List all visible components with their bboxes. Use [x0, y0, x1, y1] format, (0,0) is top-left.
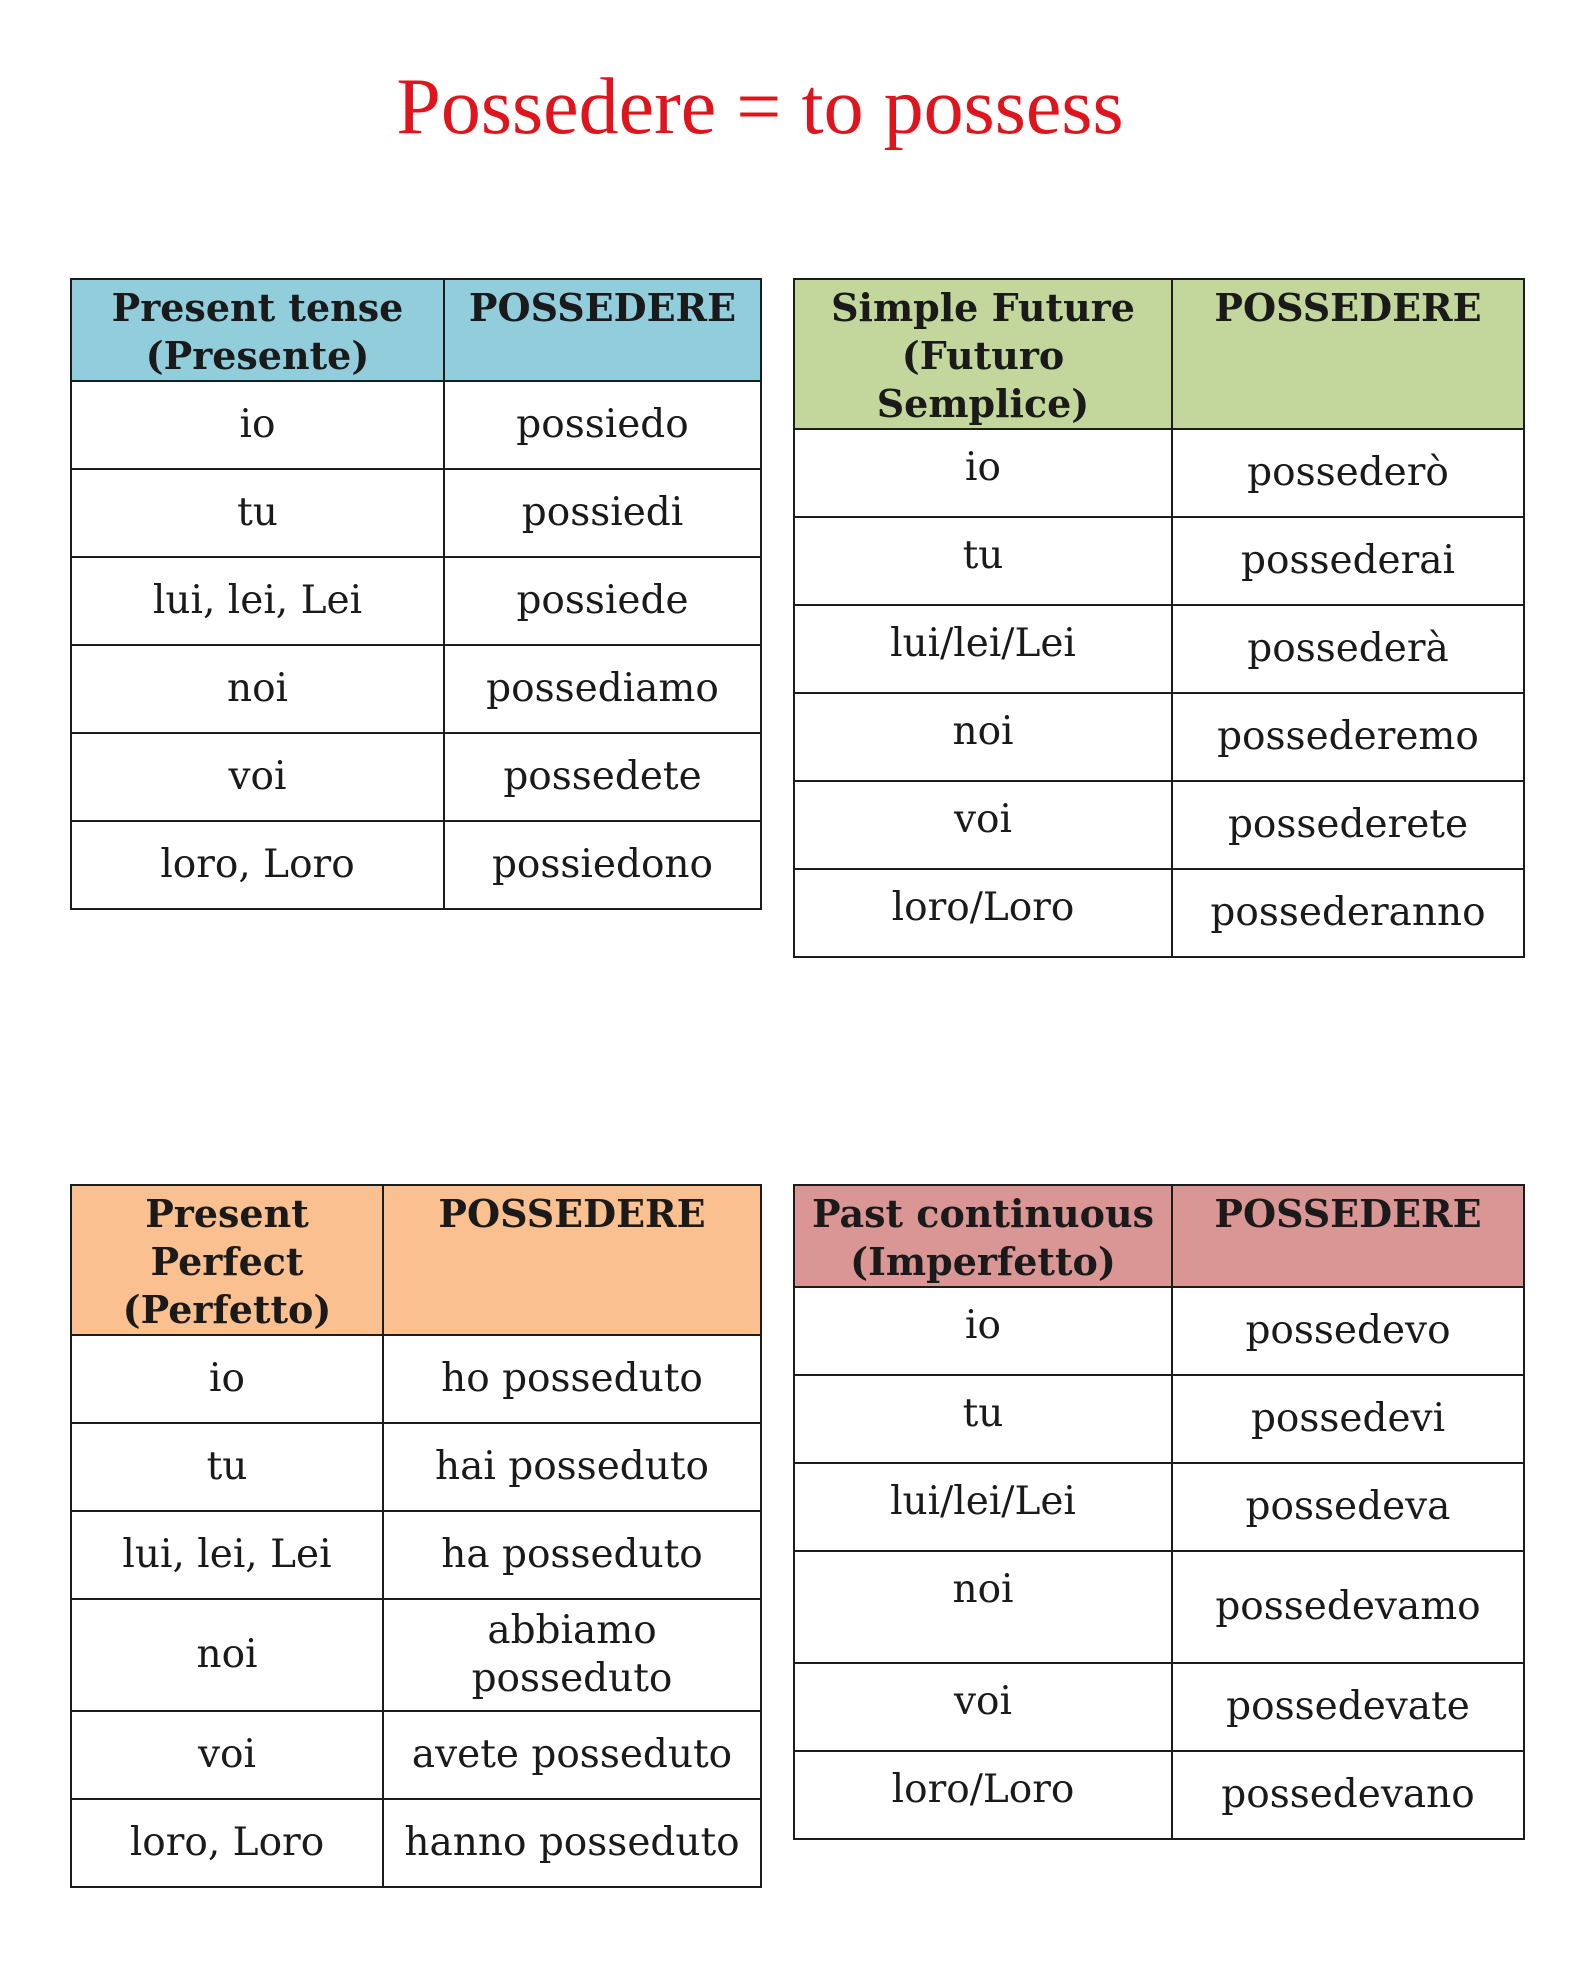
page-title: Possedere = to possess: [396, 63, 1124, 151]
verb-form-cell: possedevo: [1172, 1287, 1524, 1375]
table-row: [794, 1663, 1524, 1751]
table-row: [794, 429, 1524, 517]
table-header-row: [71, 1185, 761, 1335]
table-row: [71, 821, 761, 909]
pronoun-cell: tu: [794, 1375, 1172, 1463]
table-row: [71, 1799, 761, 1887]
pronoun-cell: loro/Loro: [794, 1751, 1172, 1839]
pronoun-cell: tu: [794, 517, 1172, 605]
verb-form-cell: possiedono: [444, 821, 761, 909]
table-row: [71, 1511, 761, 1599]
tense-header: Simple Future (Futuro Semplice): [794, 279, 1172, 429]
verb-form-cell: possedevi: [1172, 1375, 1524, 1463]
table-row: [71, 469, 761, 557]
verb-form-cell: possederete: [1172, 781, 1524, 869]
table-row: [71, 1423, 761, 1511]
table-row: [71, 733, 761, 821]
table-row: [71, 557, 761, 645]
verb-form-cell: possederemo: [1172, 693, 1524, 781]
verb-form-cell: ho posseduto: [383, 1335, 761, 1423]
verb-form-cell: possederò: [1172, 429, 1524, 517]
verb-form-cell: possedete: [444, 733, 761, 821]
table-row: [794, 1751, 1524, 1839]
table-row: [794, 517, 1524, 605]
present-tense-table: [70, 278, 762, 910]
verb-form-cell: possederanno: [1172, 869, 1524, 957]
tense-header: Past continuous (Imperfetto): [794, 1185, 1172, 1287]
pronoun-cell: lui, lei, Lei: [71, 557, 444, 645]
past-continuous-table: [793, 1184, 1525, 1840]
table-row: [794, 1375, 1524, 1463]
verb-form-cell: possedeva: [1172, 1463, 1524, 1551]
present-perfect-table: [70, 1184, 762, 1888]
pronoun-cell: noi: [71, 645, 444, 733]
verb-form-cell: possiedi: [444, 469, 761, 557]
pronoun-cell: io: [794, 1287, 1172, 1375]
pronoun-cell: lui/lei/Lei: [794, 1463, 1172, 1551]
pronoun-cell: loro, Loro: [71, 821, 444, 909]
pronoun-cell: noi: [794, 693, 1172, 781]
verb-form-cell: possiede: [444, 557, 761, 645]
table-row: [71, 1335, 761, 1423]
table-row: [71, 381, 761, 469]
pronoun-cell: lui/lei/Lei: [794, 605, 1172, 693]
pronoun-cell: loro, Loro: [71, 1799, 383, 1887]
table-row: [794, 781, 1524, 869]
table-row: [794, 693, 1524, 781]
pronoun-cell: tu: [71, 1423, 383, 1511]
verb-form-cell: abbiamo posseduto: [383, 1599, 761, 1711]
table-row: [794, 869, 1524, 957]
pronoun-cell: voi: [794, 1663, 1172, 1751]
table-row: [794, 605, 1524, 693]
verb-form-cell: possediamo: [444, 645, 761, 733]
table-header-row: [794, 1185, 1524, 1287]
pronoun-cell: tu: [71, 469, 444, 557]
pronoun-cell: io: [71, 381, 444, 469]
verb-form-cell: avete posseduto: [383, 1711, 761, 1799]
verb-form-cell: possedevano: [1172, 1751, 1524, 1839]
verb-header: POSSEDERE: [383, 1185, 761, 1335]
table-header-row: [71, 279, 761, 381]
verb-form-cell: possedevamo: [1172, 1551, 1524, 1663]
verb-header: POSSEDERE: [1172, 279, 1524, 429]
table-row: [794, 1551, 1524, 1663]
verb-form-cell: possederà: [1172, 605, 1524, 693]
verb-form-cell: possedevate: [1172, 1663, 1524, 1751]
pronoun-cell: voi: [71, 733, 444, 821]
table-row: [71, 1599, 761, 1711]
table-header-row: [794, 279, 1524, 429]
pronoun-cell: lui, lei, Lei: [71, 1511, 383, 1599]
pronoun-cell: io: [794, 429, 1172, 517]
table-row: [71, 645, 761, 733]
verb-form-cell: hai posseduto: [383, 1423, 761, 1511]
pronoun-cell: voi: [794, 781, 1172, 869]
tense-header: Present tense (Presente): [71, 279, 444, 381]
pronoun-cell: noi: [794, 1551, 1172, 1663]
table-row: [71, 1711, 761, 1799]
verb-form-cell: hanno posseduto: [383, 1799, 761, 1887]
tense-header: Present Perfect (Perfetto): [71, 1185, 383, 1335]
verb-form-cell: possiedo: [444, 381, 761, 469]
table-row: [794, 1463, 1524, 1551]
verb-form-cell: ha posseduto: [383, 1511, 761, 1599]
pronoun-cell: noi: [71, 1599, 383, 1711]
verb-header: POSSEDERE: [444, 279, 761, 381]
pronoun-cell: loro/Loro: [794, 869, 1172, 957]
verb-form-cell: possederai: [1172, 517, 1524, 605]
table-row: [794, 1287, 1524, 1375]
simple-future-table: [793, 278, 1525, 958]
pronoun-cell: voi: [71, 1711, 383, 1799]
pronoun-cell: io: [71, 1335, 383, 1423]
verb-header: POSSEDERE: [1172, 1185, 1524, 1287]
